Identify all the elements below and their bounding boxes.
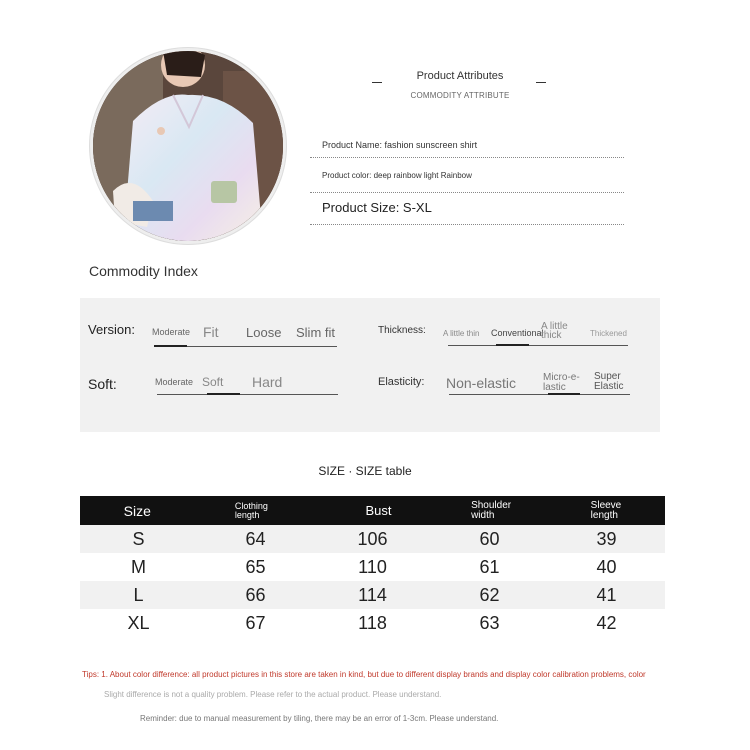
tips-color-difference: Tips: 1. About color difference: all product pictures in this store are taken in kind, but due to different display brands and display color calibration problems, color bbox=[82, 670, 646, 679]
soft-option-soft: Soft bbox=[202, 375, 224, 389]
cell-shoulder-width: 61 bbox=[479, 556, 500, 577]
cell-clothing-length: 64 bbox=[245, 528, 266, 549]
version-option-loose: Loose bbox=[246, 325, 282, 340]
cell-bust: 118 bbox=[358, 612, 387, 633]
thickness-scale-marker bbox=[496, 344, 529, 346]
header-size: Size bbox=[123, 502, 151, 519]
version-label: Version: bbox=[88, 322, 135, 337]
elasticity-option-non-elastic: Non-elastic bbox=[446, 375, 517, 391]
size-table-caption: SIZE · SIZE table bbox=[318, 464, 412, 478]
thickness-label: Thickness: bbox=[378, 325, 426, 336]
version-option-moderate: Moderate bbox=[152, 327, 191, 337]
version-option-fit: Fit bbox=[203, 324, 219, 340]
header-clothing-length: Clothing length bbox=[234, 500, 268, 520]
cell-sleeve-length: 40 bbox=[596, 556, 617, 577]
title-dash-right bbox=[536, 82, 546, 83]
elasticity-scale-track bbox=[449, 394, 630, 395]
cell-shoulder-width: 63 bbox=[479, 612, 500, 633]
tips-measurement-reminder: Reminder: due to manual measurement by tiling, there may be an error of 1-3cm. Please understand. bbox=[140, 714, 499, 723]
cell-shoulder-width: 62 bbox=[479, 584, 500, 605]
cell-sleeve-length: 39 bbox=[596, 528, 617, 549]
size-table bbox=[80, 496, 665, 637]
cell-clothing-length: 67 bbox=[245, 612, 266, 633]
cell-bust: 114 bbox=[358, 584, 387, 605]
cell-bust: 106 bbox=[357, 528, 388, 549]
cell-size: M bbox=[131, 556, 146, 577]
size-table-header bbox=[80, 496, 665, 525]
product-name-line: Product Name: fashion sunscreen shirt bbox=[310, 140, 624, 158]
cell-size: L bbox=[133, 584, 144, 605]
soft-option-hard: Hard bbox=[252, 374, 283, 390]
product-color-line: Product color: deep rainbow light Rainbow bbox=[310, 171, 624, 193]
size-table-body bbox=[80, 525, 665, 637]
product-size-line: Product Size: S-XL bbox=[310, 200, 624, 225]
table-row bbox=[80, 525, 665, 553]
tips-slight-difference: Slight difference is not a quality problem. Please refer to the actual product. Please understand. bbox=[104, 690, 442, 699]
product-photo bbox=[90, 48, 286, 244]
elasticity-option-micro-elastic: Micro-e-lastic bbox=[543, 372, 580, 393]
title-dash-left bbox=[372, 82, 382, 83]
cell-size: S bbox=[132, 528, 145, 549]
header-bust: Bust bbox=[365, 503, 392, 518]
header-sleeve-length: Sleeve length bbox=[590, 499, 622, 521]
version-scale-marker bbox=[154, 345, 187, 347]
cell-shoulder-width: 60 bbox=[479, 528, 500, 549]
soft-scale-track bbox=[157, 394, 338, 395]
table-row bbox=[80, 609, 665, 637]
soft-option-moderate: Moderate bbox=[155, 377, 194, 387]
header-shoulder-width: Shoulder width bbox=[471, 499, 512, 521]
commodity-index-title: Commodity Index bbox=[89, 263, 198, 279]
cell-clothing-length: 65 bbox=[245, 556, 266, 577]
elasticity-option-super-elastic: Super Elastic bbox=[594, 371, 624, 392]
commodity-index-panel bbox=[80, 298, 660, 432]
cell-sleeve-length: 41 bbox=[596, 584, 617, 605]
thickness-option-a-little-thin: A little thin bbox=[443, 329, 480, 338]
thickness-option-a-little-thick: A little thick bbox=[541, 321, 568, 341]
cell-clothing-length: 66 bbox=[245, 584, 266, 605]
thickness-scale-track bbox=[448, 345, 628, 346]
soft-label: Soft: bbox=[88, 376, 117, 392]
elasticity-label: Elasticity: bbox=[378, 376, 425, 388]
cell-sleeve-length: 42 bbox=[596, 612, 617, 633]
model-illustration bbox=[93, 51, 283, 241]
commodity-attribute-subtitle: COMMODITY ATTRIBUTE bbox=[410, 91, 510, 100]
thickness-option-thickened: Thickened bbox=[590, 329, 627, 338]
elasticity-scale-marker bbox=[548, 393, 580, 395]
thickness-option-conventional: Conventional bbox=[491, 328, 544, 338]
cell-bust: 110 bbox=[358, 556, 387, 577]
cell-size: XL bbox=[127, 612, 150, 633]
version-option-slim-fit: Slim fit bbox=[296, 325, 335, 340]
table-row bbox=[80, 581, 665, 609]
product-attributes-title: Product Attributes bbox=[416, 70, 504, 82]
soft-scale-marker bbox=[207, 393, 240, 395]
table-row bbox=[80, 553, 665, 581]
